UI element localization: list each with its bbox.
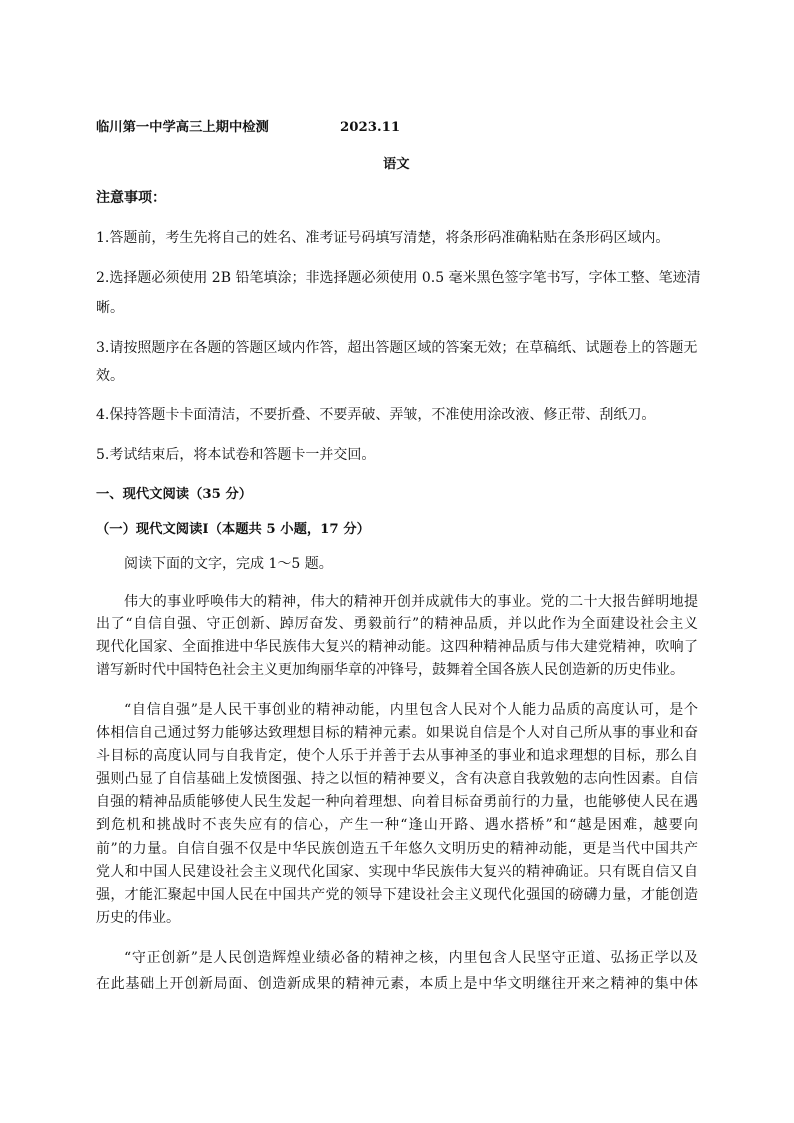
exam-title: 临川第一中学高三上期中检测 [96, 120, 269, 135]
para1-line-3: 现代化国家、全面推进中华民族伟大复兴的精神动能。这四种精神品质与伟大建党精神，吹响了 [96, 639, 698, 655]
para1-line-4: 谱写新时代中国特色社会主义更加绚丽华章的冲锋号，鼓舞着全国各族人民创造新的历史伟业。 [96, 662, 684, 678]
para2-line-3: 斗目标的高度认同与自我肯定，使个人乐于并善于去从事神圣的事业和追求理想的目标，那么自 [96, 748, 698, 764]
para2-line-10: 历史的伟业。 [96, 910, 180, 926]
para1-line-2: 出了“自信自强、守正创新、踔厉奋发、勇毅前行”的精神品质，并以此作为全面建设社会主义 [96, 616, 698, 632]
subsection-title: （一）现代文阅读Ⅰ（本题共 5 小题，17 分） [96, 522, 370, 537]
note-1: 1.答题前，考生先将自己的姓名、准考证号码填写清楚，将条形码准确粘贴在条形码区域内。 [96, 230, 670, 246]
para2-line-5: 自强的精神品质能够使人民生发起一种向着理想、向着目标奋勇前行的力量，也能够使人民在遇 [96, 794, 698, 810]
para2-line-4: 强则凸显了自信基础上发愤图强、持之以恒的精神要义，含有决意自我敦勉的志向性因素。自信 [96, 771, 698, 787]
para2-line-7: 前”的力量。自信自强不仅是中华民族创造五千年悠久文明历史的精神动能，更是当代中国共产 [96, 841, 698, 857]
para3-line-1: “守正创新”是人民创造辉煌业绩必备的精神之核，内里包含人民坚守正道、弘扬正学以及 [124, 950, 698, 966]
reading-instruction: 阅读下面的文字，完成 1～5 题。 [124, 556, 333, 572]
para2-line-2: 体相信自己通过努力能够达致理想目标的精神元素。如果说自信是个人对自己所从事的事业和奋 [96, 725, 698, 741]
note-3-line-2: 效。 [96, 368, 124, 384]
subject-title: 语文 [383, 157, 410, 172]
para3-line-2: 在此基础上开创新局面、创造新成果的精神元素，本质上是中华文明继往开来之精神的集中体 [96, 976, 698, 992]
note-2-line-1: 2.选择题必须使用 2B 铅笔填涂；非选择题必须使用 0.5 毫米黑色签字笔书写，字体工整、笔迹清 [96, 270, 701, 286]
note-2-line-2: 晰。 [96, 300, 124, 316]
para1-line-1: 伟大的事业呼唤伟大的精神，伟大的精神开创并成就伟大的事业。党的二十大报告鲜明地提 [124, 594, 698, 610]
para2-line-6: 到危机和挑战时不丧失应有的信心，产生一种“逢山开路、遇水搭桥”和“越是困难，越要向 [96, 817, 698, 833]
note-5: 5.考试结束后，将本试卷和答题卡一并交回。 [96, 447, 376, 463]
section-title: 一、现代文阅读（35 分） [96, 487, 253, 502]
note-3-line-1: 3.请按照题序在各题的答题区域内作答，超出答题区域的答案无效；在草稿纸、试题卷上的答题无 [96, 340, 698, 356]
para2-line-9: 强，才能汇聚起中国人民在中国共产党的领导下建设社会主义现代化强国的磅礴力量，才能创造 [96, 887, 698, 903]
notes-title: 注意事项： [96, 190, 166, 206]
para2-line-1: “自信自强”是人民干事创业的精神动能，内里包含人民对个人能力品质的高度认可，是个 [124, 702, 698, 718]
exam-date: 2023.11 [340, 120, 401, 135]
para2-line-8: 党人和中国人民建设社会主义现代化国家、实现中华民族伟大复兴的精神确证。只有既自信又自 [96, 864, 698, 880]
note-4: 4.保持答题卡卡面清洁，不要折叠、不要弄破、弄皱，不准使用涂改液、修正带、刮纸刀。 [96, 407, 656, 423]
